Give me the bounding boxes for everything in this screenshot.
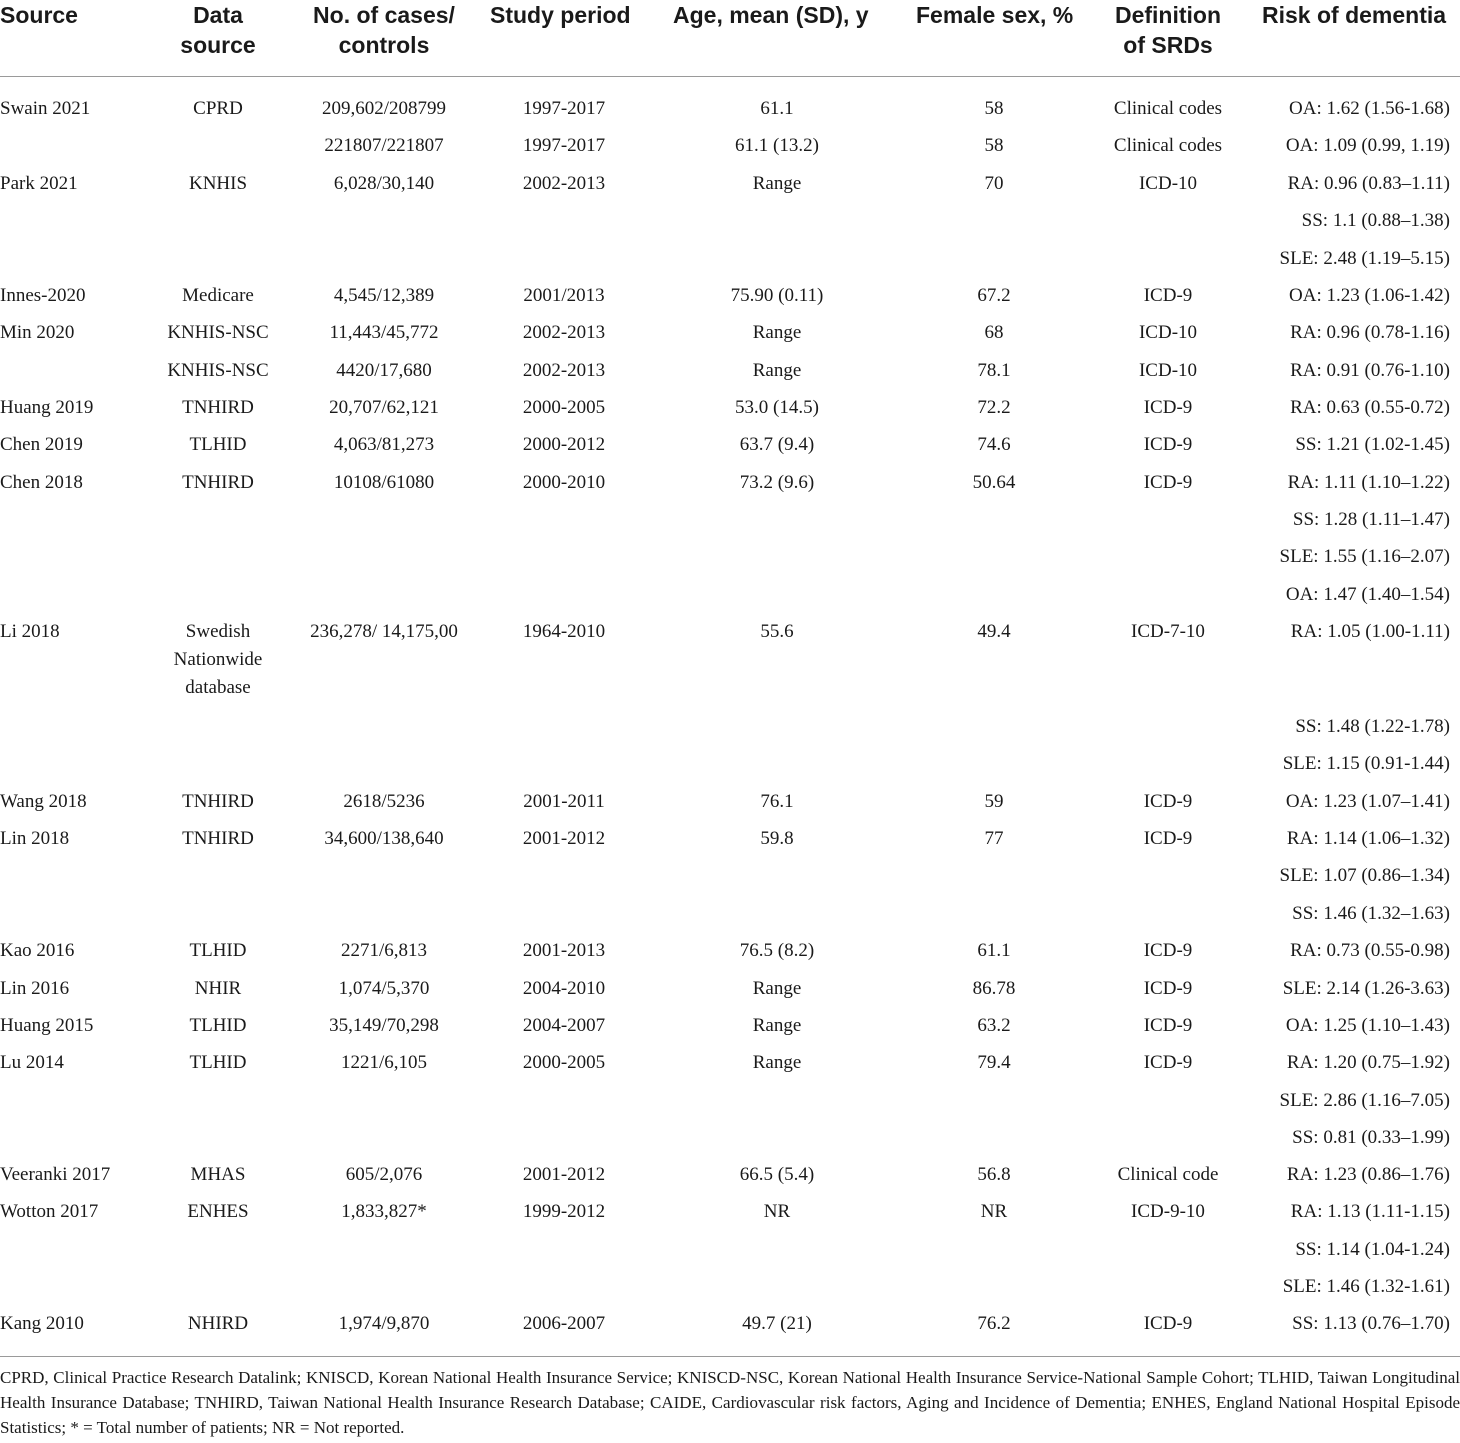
cell-risk: SS: 1.46 (1.32–1.63) (1292, 903, 1450, 924)
cell-age: Range (752, 1015, 802, 1036)
cell-source: Kao 2016 (0, 940, 75, 961)
cell-data-source: NHIR (194, 978, 242, 999)
cell-definition: Clinical codes (1113, 98, 1223, 119)
cell-source: Veeranki 2017 (0, 1164, 111, 1185)
header-definition-line2: of SRDs (1123, 32, 1213, 58)
cell-definition: ICD-9 (1143, 1052, 1193, 1073)
cell-female-sex: 72.2 (977, 397, 1011, 418)
cell-data-source: TLHID (189, 1015, 247, 1036)
table-row (0, 95, 1460, 123)
table-row (0, 1161, 1460, 1189)
cell-study-period: 2002-2013 (522, 173, 606, 194)
cell-risk: RA: 0.96 (0.83–1.11) (1287, 173, 1450, 194)
cell-data-source: TNHIRD (182, 791, 254, 812)
cell-data-source: KNHIS-NSC (167, 322, 269, 343)
cell-risk: SS: 1.14 (1.04-1.24) (1295, 1239, 1450, 1260)
cell-female-sex: 77 (984, 828, 1004, 849)
cell-age: NR (763, 1201, 791, 1222)
cell-source: Lin 2018 (0, 828, 70, 849)
cell-data-source: MHAS (190, 1164, 246, 1185)
cell-cases: 1221/6,105 (340, 1052, 428, 1073)
cell-definition: ICD-9 (1143, 978, 1193, 999)
cell-definition: ICD-9 (1143, 828, 1193, 849)
cell-age: 66.5 (5.4) (739, 1164, 815, 1185)
table-row (0, 282, 1460, 310)
cell-cases: 10108/61080 (333, 472, 435, 493)
cell-definition: ICD-7-10 (1131, 621, 1205, 642)
cell-cases: 605/2,076 (345, 1164, 423, 1185)
table-row (0, 900, 1460, 928)
cell-definition: Clinical code (1117, 1164, 1219, 1185)
cell-age: 61.1 (760, 98, 794, 119)
table-row (0, 825, 1460, 853)
cell-risk: SLE: 1.15 (0.91-1.44) (1282, 753, 1450, 774)
cell-source: Swain 2021 (0, 98, 91, 119)
cell-age: Range (752, 360, 802, 381)
header-data-source-line1: Data (193, 2, 243, 28)
cell-female-sex: 70 (984, 173, 1004, 194)
table-row (0, 469, 1460, 497)
cell-definition: ICD-10 (1138, 360, 1198, 381)
cell-age: 55.6 (760, 621, 794, 642)
cell-cases: 4,063/81,273 (333, 434, 435, 455)
table-row (0, 207, 1460, 235)
cell-data-source: Medicare (182, 285, 254, 306)
header-cases-line2: controls (338, 32, 430, 58)
cell-cases: 20,707/62,121 (329, 397, 439, 418)
table-row (0, 1087, 1460, 1115)
cell-study-period: 2001-2012 (522, 1164, 606, 1185)
cell-cases: 1,974/9,870 (338, 1313, 430, 1334)
cell-risk: RA: 1.11 (1.10–1.22) (1287, 472, 1450, 493)
table-row (0, 975, 1460, 1003)
cell-risk: RA: 1.14 (1.06–1.32) (1286, 828, 1450, 849)
table-row (0, 132, 1460, 160)
cell-study-period: 2002-2013 (522, 360, 606, 381)
cell-female-sex: 61.1 (977, 940, 1011, 961)
cell-age: 63.7 (9.4) (739, 434, 815, 455)
cell-source: Huang 2015 (0, 1015, 94, 1036)
cell-cases: 221807/221807 (324, 135, 444, 156)
cell-risk: OA: 1.23 (1.07–1.41) (1285, 791, 1450, 812)
cell-study-period: 2001/2013 (523, 285, 605, 306)
cell-risk: RA: 1.13 (1.11-1.15) (1290, 1201, 1450, 1222)
cell-data-source: CPRD (193, 98, 243, 119)
cell-female-sex: 63.2 (977, 1015, 1011, 1036)
header-period: Study period (490, 2, 631, 28)
cell-source: Chen 2019 (0, 434, 83, 455)
cell-cases: 2271/6,813 (340, 940, 428, 961)
header-cases (290, 0, 478, 60)
cell-risk: SLE: 2.48 (1.19–5.15) (1279, 248, 1450, 269)
table-row (0, 713, 1460, 741)
table-row (0, 581, 1460, 609)
cell-risk: SS: 1.28 (1.11–1.47) (1292, 509, 1450, 530)
cell-female-sex: 50.64 (972, 472, 1016, 493)
cell-cases: 209,602/208799 (321, 98, 447, 119)
cell-female-sex: 58 (984, 135, 1004, 156)
table-footnote: CPRD, Clinical Practice Research Datalink; KNISCD, Korean National Health Insurance Service; KNISCD-NSC, Korean National Health Insurance Service-National Sample Cohort; TLHID, Taiwan Longitudinal Health Insurance Database; TNHIRD, Taiwan National Health Insurance Research Database; CAIDE, Cardiovascular risk factors, Aging and Incidence of Dementia; ENHES, England National Hospital Episode Statistics; * = Total number of patients; NR = Not reported. (0, 1368, 1460, 1437)
header-risk: Risk of dementia (1262, 2, 1447, 28)
cell-source: Min 2020 (0, 322, 75, 343)
cell-definition: ICD-9 (1143, 791, 1193, 812)
cell-age: Range (752, 322, 802, 343)
cell-source: Lu 2014 (0, 1052, 64, 1073)
header-female: Female sex, % (916, 2, 1074, 28)
cell-age: Range (752, 173, 802, 194)
cell-risk: OA: 1.23 (1.06-1.42) (1289, 285, 1450, 306)
cell-data-source: Swedish Nationwide database (173, 621, 263, 698)
cell-source: Chen 2018 (0, 472, 83, 493)
cell-data-source: TNHIRD (182, 397, 254, 418)
cell-female-sex: 76.2 (977, 1313, 1011, 1334)
cell-definition: ICD-9 (1143, 1313, 1193, 1334)
cell-female-sex: NR (980, 1201, 1008, 1222)
cell-definition: Clinical codes (1113, 135, 1223, 156)
header-definition (1100, 0, 1236, 60)
cell-risk: RA: 0.96 (0.78-1.16) (1290, 322, 1450, 343)
cell-data-source: TLHID (189, 434, 247, 455)
cell-definition: ICD-9 (1143, 940, 1193, 961)
cell-cases: 4,545/12,389 (333, 285, 435, 306)
table-row (0, 1198, 1460, 1226)
table-row (0, 937, 1460, 965)
cell-risk: OA: 1.47 (1.40–1.54) (1285, 584, 1450, 605)
header-source: Source (0, 2, 78, 28)
cell-study-period: 2006-2007 (522, 1313, 606, 1334)
cell-definition: ICD-9 (1143, 434, 1193, 455)
cell-study-period: 2000-2012 (522, 434, 606, 455)
cell-female-sex: 78.1 (977, 360, 1011, 381)
cell-source: Huang 2019 (0, 397, 94, 418)
cell-risk: SLE: 1.55 (1.16–2.07) (1279, 546, 1450, 567)
cell-study-period: 1997-2017 (522, 135, 606, 156)
cell-study-period: 2004-2010 (522, 978, 606, 999)
cell-cases: 1,074/5,370 (338, 978, 430, 999)
table-row (0, 788, 1460, 816)
table-row (0, 431, 1460, 459)
cell-study-period: 2001-2012 (522, 828, 606, 849)
cell-age: Range (752, 978, 802, 999)
cell-study-period: 2000-2005 (522, 397, 606, 418)
cell-study-period: 2001-2013 (522, 940, 606, 961)
cell-risk: RA: 1.23 (0.86–1.76) (1286, 1164, 1450, 1185)
cell-female-sex: 68 (984, 322, 1004, 343)
cell-risk: RA: 1.05 (1.00-1.11) (1290, 621, 1450, 642)
cell-age: Range (752, 1052, 802, 1073)
cell-source: Wang 2018 (0, 791, 87, 812)
table-row (0, 357, 1460, 385)
cell-risk: SS: 0.81 (0.33–1.99) (1292, 1127, 1450, 1148)
cell-female-sex: 59 (984, 791, 1004, 812)
cell-age: 76.1 (760, 791, 794, 812)
table-row (0, 1049, 1460, 1077)
cell-risk: RA: 0.91 (0.76-1.10) (1290, 360, 1450, 381)
cell-cases: 35,149/70,298 (329, 1015, 439, 1036)
cell-data-source: NHIRD (187, 1313, 249, 1334)
cell-study-period: 2000-2005 (522, 1052, 606, 1073)
cell-age: 61.1 (13.2) (735, 135, 819, 156)
header-definition-line1: Definition (1114, 2, 1222, 28)
cell-cases: 2618/5236 (343, 791, 425, 812)
table-row (0, 170, 1460, 198)
cell-risk: SS: 1.13 (0.76–1.70) (1292, 1313, 1450, 1334)
cell-female-sex: 67.2 (977, 285, 1011, 306)
cell-age: 75.90 (0.11) (730, 285, 824, 306)
cell-age: 73.2 (9.6) (739, 472, 815, 493)
cell-study-period: 1997-2017 (522, 98, 606, 119)
cell-cases: 6,028/30,140 (333, 173, 435, 194)
header-data-source (148, 0, 288, 60)
cell-definition: ICD-9 (1143, 285, 1193, 306)
cell-risk: RA: 1.20 (0.75–1.92) (1286, 1052, 1450, 1073)
table-row (0, 618, 1460, 698)
header-rule (0, 76, 1460, 77)
cell-risk: OA: 1.62 (1.56-1.68) (1289, 98, 1450, 119)
table-row (0, 319, 1460, 347)
cell-data-source: TLHID (189, 940, 247, 961)
cell-risk: RA: 0.73 (0.55-0.98) (1290, 940, 1450, 961)
cell-data-source: TLHID (189, 1052, 247, 1073)
cell-study-period: 2002-2013 (522, 322, 606, 343)
cell-female-sex: 58 (984, 98, 1004, 119)
cell-age: 49.7 (21) (742, 1313, 812, 1334)
table-row (0, 862, 1460, 890)
cell-age: 76.5 (8.2) (739, 940, 815, 961)
cell-risk: OA: 1.25 (1.10–1.43) (1285, 1015, 1450, 1036)
header-data-source-line2: source (180, 32, 256, 58)
table-row (0, 1236, 1460, 1264)
cell-female-sex: 49.4 (977, 621, 1011, 642)
table-row (0, 245, 1460, 273)
cell-definition: ICD-9 (1143, 397, 1193, 418)
table-row (0, 1124, 1460, 1152)
cell-risk: SLE: 2.14 (1.26-3.63) (1282, 978, 1450, 999)
cell-risk: SLE: 1.46 (1.32-1.61) (1282, 1276, 1450, 1297)
cell-study-period: 1999-2012 (522, 1201, 606, 1222)
table-header (0, 0, 1460, 76)
cell-data-source: KNHIS-NSC (167, 360, 269, 381)
cell-cases: 236,278/ 14,175,00 (310, 621, 458, 642)
cell-risk: SS: 1.21 (1.02-1.45) (1295, 434, 1450, 455)
cell-data-source: KNHIS (188, 173, 248, 194)
cell-source: Kang 2010 (0, 1313, 84, 1334)
cell-source: Wotton 2017 (0, 1201, 99, 1222)
cell-age: 53.0 (14.5) (735, 397, 819, 418)
cell-definition: ICD-9 (1143, 472, 1193, 493)
cell-risk: SS: 1.48 (1.22-1.78) (1295, 716, 1450, 737)
cell-risk: SS: 1.1 (0.88–1.38) (1301, 210, 1450, 231)
cell-risk: SLE: 2.86 (1.16–7.05) (1279, 1090, 1450, 1111)
cell-cases: 4420/17,680 (336, 360, 432, 381)
cell-source: Li 2018 (0, 621, 60, 642)
table-row (0, 1310, 1460, 1338)
cell-risk: RA: 0.63 (0.55-0.72) (1290, 397, 1450, 418)
footer-rule (0, 1356, 1460, 1357)
cell-definition: ICD-10 (1138, 322, 1198, 343)
table-row (0, 1012, 1460, 1040)
cell-study-period: 1964-2010 (522, 621, 606, 642)
cell-study-period: 2000-2010 (522, 472, 606, 493)
table-row (0, 506, 1460, 534)
table-row (0, 1273, 1460, 1301)
cell-female-sex: 79.4 (977, 1052, 1011, 1073)
cell-cases: 34,600/138,640 (324, 828, 444, 849)
table-row (0, 394, 1460, 422)
cell-cases: 11,443/45,772 (329, 322, 439, 343)
cell-female-sex: 86.78 (972, 978, 1016, 999)
header-age: Age, mean (SD), y (673, 2, 869, 28)
cell-study-period: 2004-2007 (522, 1015, 606, 1036)
cell-data-source: TNHIRD (182, 828, 254, 849)
cell-study-period: 2001-2011 (523, 791, 605, 812)
cell-cases: 1,833,827* (341, 1201, 427, 1222)
cell-definition: ICD-10 (1138, 173, 1198, 194)
header-cases-line1: No. of cases/ (313, 2, 455, 28)
cell-data-source: TNHIRD (182, 472, 254, 493)
cell-definition: ICD-9-10 (1131, 1201, 1205, 1222)
cell-risk: SLE: 1.07 (0.86–1.34) (1279, 865, 1450, 886)
cell-source: Innes-2020 (0, 285, 86, 306)
cell-risk: OA: 1.09 (0.99, 1.19) (1285, 135, 1450, 156)
cell-female-sex: 56.8 (977, 1164, 1011, 1185)
cell-source: Park 2021 (0, 173, 78, 194)
cell-age: 59.8 (760, 828, 794, 849)
cell-data-source: ENHES (187, 1201, 249, 1222)
cell-female-sex: 74.6 (977, 434, 1011, 455)
cell-source: Lin 2016 (0, 978, 70, 999)
table-row (0, 750, 1460, 778)
table-row (0, 543, 1460, 571)
cell-definition: ICD-9 (1143, 1015, 1193, 1036)
